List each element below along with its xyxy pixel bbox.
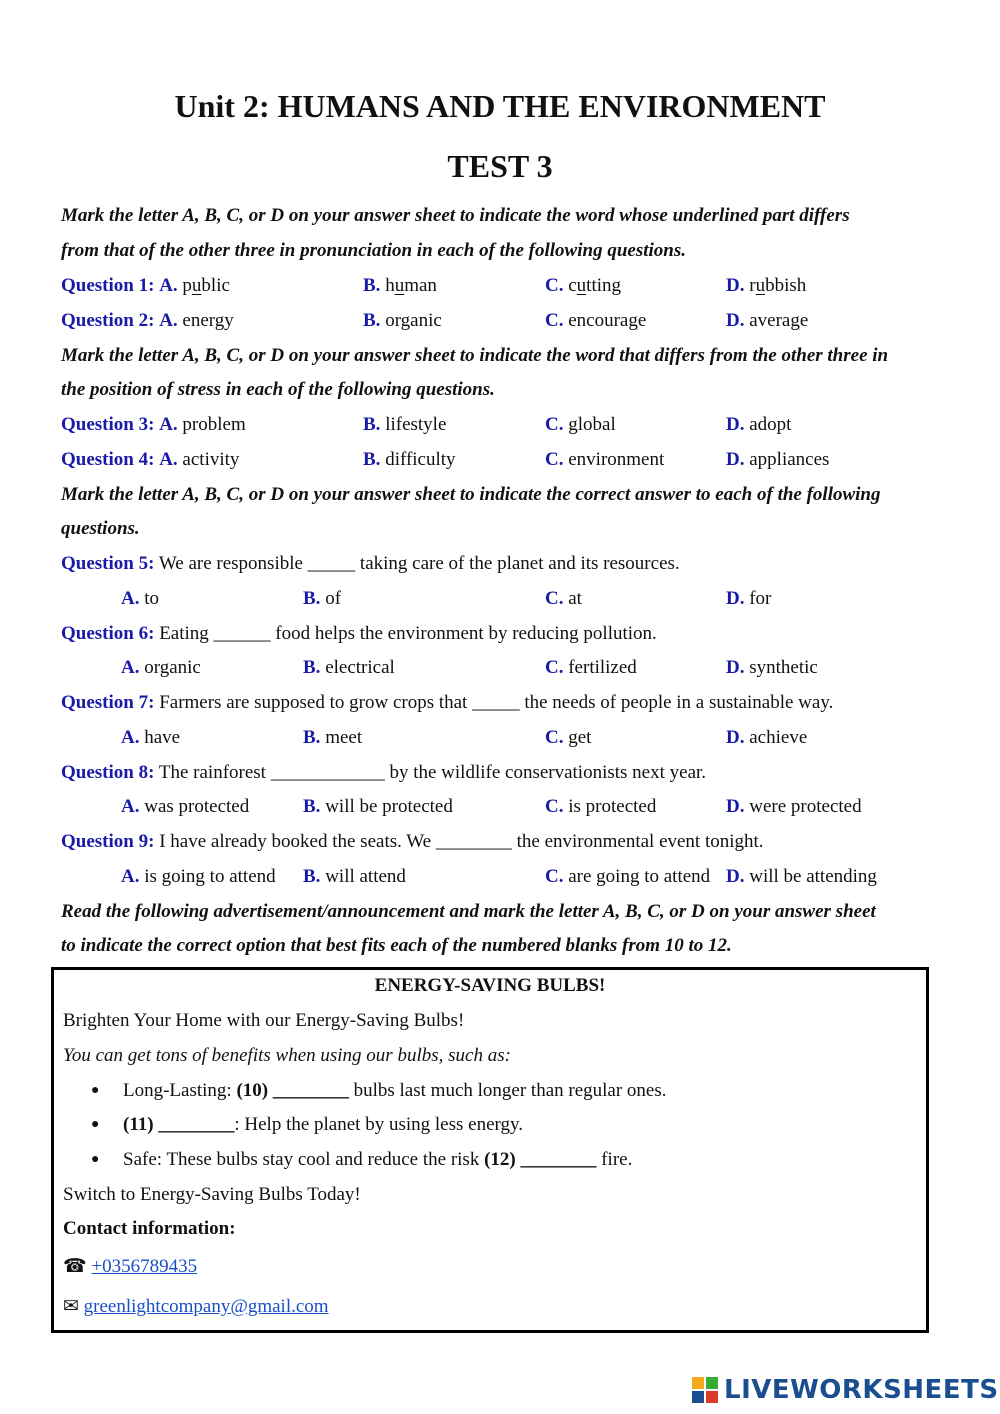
question-label: Question 2: xyxy=(61,310,155,331)
option-d[interactable]: D. synthetic xyxy=(726,657,818,678)
question-label: Question 8: xyxy=(61,762,155,783)
instruction-text: to indicate the correct option that best fits each of the numbered blanks from 10 to 12. xyxy=(61,935,732,956)
option-c[interactable]: C. get xyxy=(545,727,592,748)
option-d[interactable]: D. average xyxy=(726,310,809,331)
option-key: A. xyxy=(159,310,178,331)
option-a[interactable]: activity xyxy=(182,449,240,470)
option-c[interactable]: C. global xyxy=(545,414,616,435)
option-b[interactable]: B. will be protected xyxy=(303,796,453,817)
option-key: A. xyxy=(159,449,178,470)
advertisement-box xyxy=(51,967,929,1333)
ad-bullet-item: ● (11) ________: Help the planet by using less energy. xyxy=(54,1107,926,1142)
logo-square xyxy=(692,1391,704,1403)
option-b[interactable]: B. lifestyle xyxy=(363,414,447,435)
option-d[interactable]: D. for xyxy=(726,588,772,609)
option-c[interactable]: C. at xyxy=(545,588,582,609)
instruction-text: from that of the other three in pronunciation in each of the following questions. xyxy=(61,240,686,261)
option-c[interactable]: C. is protected xyxy=(545,796,657,817)
option-c[interactable]: C. encourage xyxy=(545,310,647,331)
option-b[interactable]: B. electrical xyxy=(303,657,395,678)
ad-bullet-item: ● Long-Lasting: (10) ________ bulbs last much longer than regular ones. xyxy=(54,1073,926,1108)
option-key: A. xyxy=(159,275,178,296)
option-a[interactable]: A. have xyxy=(121,727,181,748)
logo-square xyxy=(706,1391,718,1403)
question-text: Farmers are supposed to grow crops that _____ the needs of people in a sustainable way. xyxy=(159,692,834,713)
option-a[interactable]: problem xyxy=(182,414,246,435)
question-text: The rainforest ____________ by the wildlife conservationists next year. xyxy=(158,762,707,783)
ad-title: ENERGY-SAVING BULBS! xyxy=(374,975,606,996)
ad-line: You can get tons of benefits when using our bulbs, such as: xyxy=(63,1045,511,1066)
phone-row xyxy=(63,1249,197,1284)
liveworksheets-logo xyxy=(692,1374,999,1406)
question-label: Question 9: xyxy=(61,831,155,852)
option-d[interactable]: D. were protected xyxy=(726,796,862,817)
option-c[interactable]: C. environment xyxy=(545,449,665,470)
ad-line: Switch to Energy-Saving Bulbs Today! xyxy=(63,1184,361,1205)
bullet-icon: ● xyxy=(91,1152,100,1167)
instruction-text: Mark the letter A, B, C, or D on your answer sheet to indicate the word whose underlined part differs xyxy=(61,205,850,226)
logo-text: LIVEWORKSHEETS xyxy=(724,1375,999,1405)
question-1 xyxy=(61,268,230,303)
option-d[interactable]: D. adopt xyxy=(726,414,792,435)
option-b[interactable]: B. difficulty xyxy=(363,449,456,470)
email-row xyxy=(63,1289,329,1324)
option-d[interactable]: D. appliances xyxy=(726,449,830,470)
logo-square xyxy=(706,1377,718,1389)
option-a[interactable]: A. to xyxy=(121,588,160,609)
option-d[interactable]: D. rubbish xyxy=(726,275,807,296)
option-b[interactable]: B. of xyxy=(303,588,342,609)
option-a[interactable]: A. was protected xyxy=(121,796,250,817)
option-b[interactable]: B. will attend xyxy=(303,866,406,887)
option-a[interactable]: A. organic xyxy=(121,657,201,678)
ad-line: Brighten Your Home with our Energy-Saving Bulbs! xyxy=(63,1010,465,1031)
question-label: Question 5: xyxy=(61,553,155,574)
option-d[interactable]: D. achieve xyxy=(726,727,808,748)
instruction-text: Mark the letter A, B, C, or D on your answer sheet to indicate the correct answer to each of the following xyxy=(61,484,881,505)
page-subtitle: TEST 3 xyxy=(447,148,553,184)
question-9 xyxy=(61,824,764,859)
question-2 xyxy=(61,303,234,338)
option-a[interactable]: energy xyxy=(182,310,234,331)
question-6 xyxy=(61,616,657,651)
option-a[interactable]: public xyxy=(182,275,230,296)
option-c[interactable]: C. cutting xyxy=(545,275,622,296)
option-b[interactable]: B. organic xyxy=(363,310,442,331)
question-5 xyxy=(61,546,680,581)
option-c[interactable]: C. fertilized xyxy=(545,657,637,678)
question-8 xyxy=(61,755,706,790)
question-text: Eating ______ food helps the environment by reducing pollution. xyxy=(159,623,657,644)
instruction-text: Mark the letter A, B, C, or D on your answer sheet to indicate the word that differs from the other three in xyxy=(61,345,889,366)
question-label: Question 1: xyxy=(61,275,155,296)
logo-square xyxy=(692,1377,704,1389)
question-4 xyxy=(61,442,239,477)
phone-link[interactable]: +0356789435 xyxy=(91,1256,198,1277)
question-label: Question 4: xyxy=(61,449,155,470)
bullet-icon: ● xyxy=(91,1083,100,1098)
question-label: Question 6: xyxy=(61,623,155,644)
page-title: Unit 2: HUMANS AND THE ENVIRONMENT xyxy=(174,88,826,124)
option-b[interactable]: B. meet xyxy=(303,727,363,748)
contact-label: Contact information: xyxy=(63,1218,236,1239)
question-label: Question 3: xyxy=(61,414,155,435)
question-text: We are responsible _____ taking care of the planet and its resources. xyxy=(158,553,680,574)
option-d[interactable]: D. will be attending xyxy=(726,866,877,887)
instruction-text: Read the following advertisement/announcement and mark the letter A, B, C, or D on your answer sheet xyxy=(61,901,876,922)
instruction-text: the position of stress in each of the following questions. xyxy=(61,379,495,400)
mail-icon: ✉ xyxy=(63,1296,79,1317)
email-link[interactable]: greenlightcompany@gmail.com xyxy=(83,1296,329,1317)
option-c[interactable]: C. are going to attend xyxy=(545,866,711,887)
option-a[interactable]: A. is going to attend xyxy=(121,866,276,887)
option-key: A. xyxy=(159,414,178,435)
bullet-icon: ● xyxy=(91,1117,100,1132)
question-text: I have already booked the seats. We ________ the environmental event tonight. xyxy=(159,831,764,852)
instruction-text: questions. xyxy=(61,518,140,539)
option-b[interactable]: B. human xyxy=(363,275,437,296)
question-3 xyxy=(61,407,246,442)
logo-icon xyxy=(692,1377,718,1403)
phone-icon: ☎ xyxy=(63,1256,87,1277)
question-7 xyxy=(61,685,833,720)
ad-bullet-item: ● Safe: These bulbs stay cool and reduce the risk (12) ________ fire. xyxy=(54,1142,926,1177)
question-label: Question 7: xyxy=(61,692,155,713)
